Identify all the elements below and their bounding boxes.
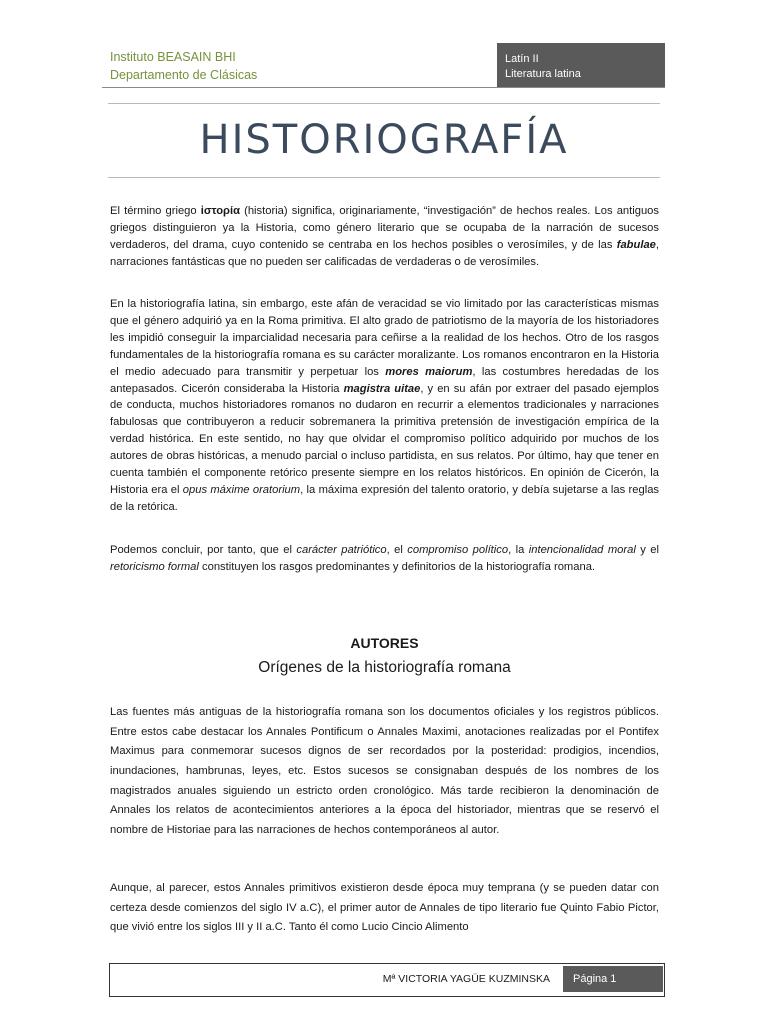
origins-paragraph-2: Aunque, al parecer, estos Annales primitivos existieron desde época muy temprana (y se pueden datar con certeza desde comienzos del siglo IV a.C), el primer autor de Annales de tipo literario fue Quinto Fabio Pictor, que vivió entre los siglos III y II a.C. Tanto él como Lucio Cincio Alimento <box>110 882 659 934</box>
term-mores-maiorum: mores maiorum <box>385 365 473 378</box>
department-name: Departamento de Clásicas <box>110 68 258 82</box>
footer-author: Mª VICTORIA YAGÜE KUZMINSKA <box>382 973 550 985</box>
intro-paragraph-2: En la historiografía latina, sin embargo, este afán de veracidad se vio limitado por las características mismas que el género adquirió ya en la Roma primitiva. El alto grado de patriotismo de la mayoría de los historiadores les impidió conseguir la imparcialidad necesaria para ceñirse a la realidad de los hechos. Otro de los rasgos fundamentales de la historiografía romana es su carácter moralizante. Los romanos encontraron en la Historia el medio adecuado para transmitir y perpetuar los mores maiorum, las costumbres heredadas de los antepasados. Cicerón consideraba la Historia magistra uitae, y en su afán por extraer del pasado ejemplos de conducta, muchos historiadores romanos no dudaron en recurrir a elementos tradicionales y narraciones fabulosas que contribuyeron a reducir sobremanera la primitiva pretensión de investigación empírica de la verdad histórica. En este sentido, no hay que olvidar el compromiso político adquirido por muchos de los autores de obras históricas, a menudo parcial o incluso partidista, en sus relatos. Por último, hay que tener en cuenta también el componente retórico presente siempre en los relatos históricos. En opinión de Cicerón, la Historia era el opus máxime oratorium, la máxima expresión del talento oratorio, y debía sujetarse a las reglas de la retórica. <box>110 298 660 513</box>
topic-name: Literatura latina <box>505 68 581 80</box>
section-subheading: Orígenes de la historiografía romana <box>258 659 511 676</box>
section-heading: AUTORES <box>350 635 419 651</box>
header-subject-box <box>497 43 665 87</box>
title-rule-top <box>108 103 660 104</box>
intro-paragraph-3: Podemos concluir, por tanto, que el carácter patriótico, el compromiso político, la intencionalidad moral y el retoricismo formal constituyen los rasgos predominantes y definitorios de la historiografía romana. <box>110 544 659 573</box>
header-divider <box>102 87 665 88</box>
intro-paragraph-1: El término griego ἱστορία (historia) significa, originariamente, “investigación” de hechos reales. Los antiguos griegos distinguieron ya la Historia, como género literario que se ocupaba de la narración de sucesos verdaderos, del drama, cuyo contenido se centraba en los hechos posibles o verosímiles, y de las fabulae, narraciones fantásticas que no pueden ser calificadas de verdaderas o de verosímiles. <box>110 205 659 268</box>
greek-term: ἱστορία <box>200 205 240 217</box>
term-magistra-uitae: magistra uitae <box>343 382 421 395</box>
term-fabulae: fabulae <box>616 238 656 251</box>
origins-paragraph-1: Las fuentes más antiguas de la historiografía romana son los documentos oficiales y los registros públicos. Entre estos cabe destacar los Annales Pontificum o Annales Maximi, anotaciones realizadas por el Pontifex Maximus para conmemorar sucesos dignos de ser recordados por la posteridad: prodigios, incendios, inundaciones, hambrunas, leyes, etc. Estos sucesos se consignaban después de los nombres de los magistrados anuales siguiendo un estricto orden cronológico. Más tarde recibieron la denominación de Annales los relatos de acontecimientos anteriores a la época del historiador, mientras que se reservó el nombre de Historiae para las narraciones de hechos contemporáneos al autor. <box>110 706 659 836</box>
title-rule-bottom <box>108 177 660 178</box>
institute-name: Instituto BEASAIN BHI <box>110 50 236 64</box>
term-opus-oratorium: opus máxime oratorium <box>182 483 301 496</box>
page-number: Página 1 <box>563 966 663 992</box>
subject-name: Latín II <box>505 53 539 65</box>
page-title: HISTORIOGRAFÍA <box>199 117 569 163</box>
header-institution <box>110 48 257 84</box>
